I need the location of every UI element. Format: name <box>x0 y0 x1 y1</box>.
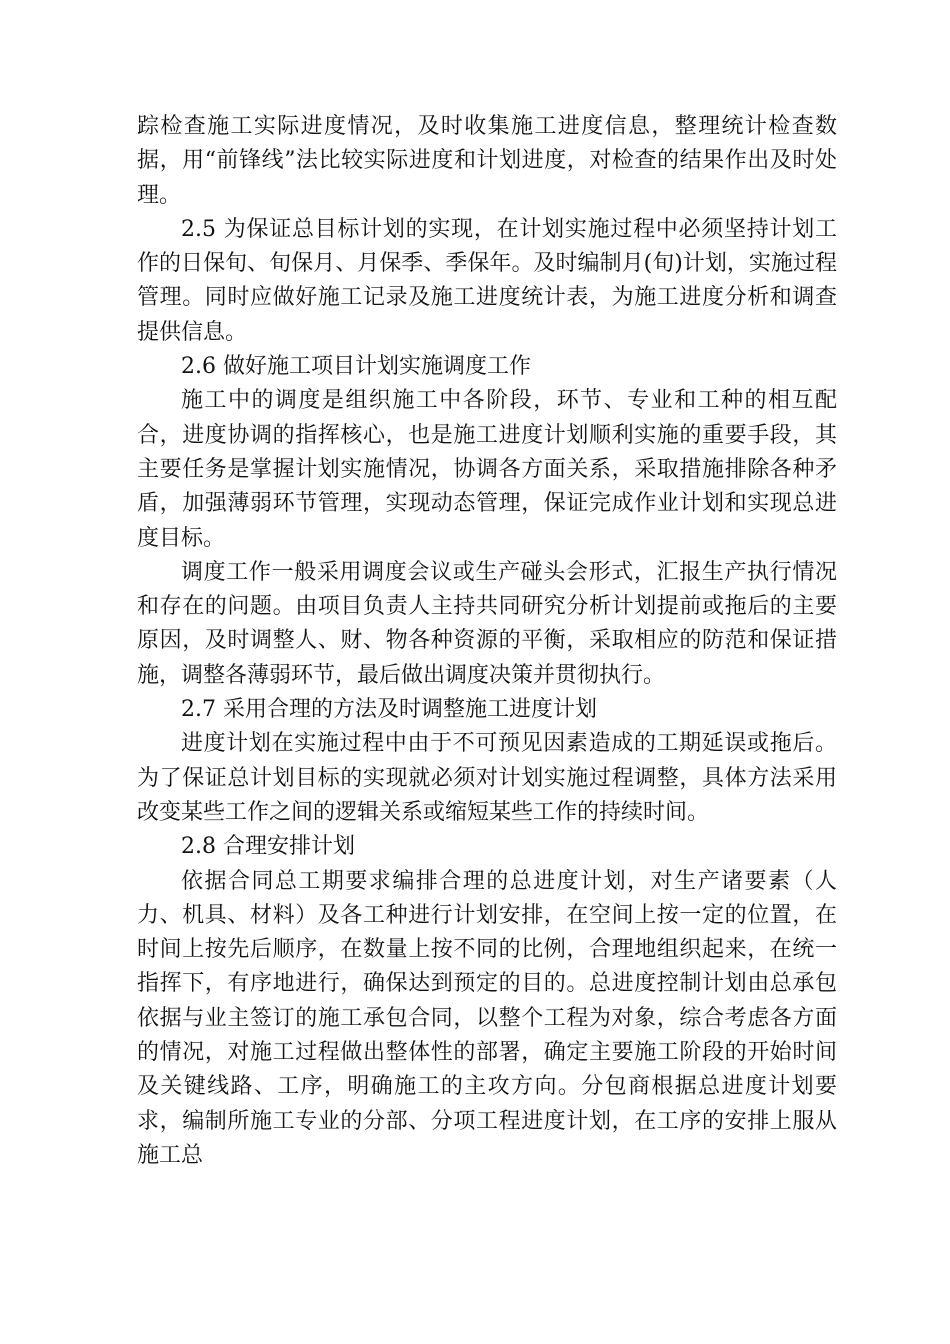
paragraph-dispatch-intro: 施工中的调度是组织施工中各阶段，环节、专业和工种的相互配合，进度协调的指挥核心，也是施工进度计划顺利实施的重要手段，其主要任务是掌握计划实施情况，协调各方面关系，采取措施排除各种矛盾，加强薄弱环节管理，实现动态管理，保证完成作业计划和实现总进度目标。 <box>137 388 837 551</box>
paragraph-dispatch-meeting: 调度工作一般采用调度会议或生产碰头会形式，汇报生产执行情况和存在的问题。由项目负责人主持共同研究分析计划提前或拖后的主要原因，及时调整人、财、物各种资源的平衡，采取相应的防范和保证措施，调整各薄弱环节，最后做出调度决策并贯彻执行。 <box>137 559 837 688</box>
document-body <box>137 110 837 1173</box>
paragraph-2-5: 2.5 为保证总目标计划的实现，在计划实施过程中必须坚持计划工作的日保旬、旬保月、月保季、季保年。及时编制月(旬)计划，实施过程管理。同时应做好施工记录及施工进度统计表，为施工进度分析和调查提供信息。 <box>137 216 837 345</box>
section-heading-2-8: 2.8 合理安排计划 <box>181 834 355 860</box>
paragraph-adjust-plan: 进度计划在实施过程中由于不可预见因素造成的工期延误或拖后。为了保证总计划目标的实现就必须对计划实施过程调整，具体方法采用改变某些工作之间的逻辑关系或缩短某些工作的持续时间。 <box>137 731 837 825</box>
paragraph-arrange-plan: 依据合同总工期要求编排合理的总进度计划，对生产诸要素（人力、机具、材料）及各工种进行计划安排，在空间上按一定的位置，在时间上按先后顺序，在数量上按不同的比例，合理地组织起来，在统一指挥下，有序地进行，确保达到预定的目的。总进度控制计划由总承包依据与业主签订的施工承包合同，以整个工程为对象，综合考虑各方面的情况，对施工过程做出整体性的部署，确定主要施工阶段的开始时间及关键线路、工序，明确施工的主攻方向。分包商根据总进度计划要求，编制所施工专业的分部、分项工程进度计划，在工序的安排上服从施工总 <box>137 868 837 1168</box>
paragraph-continuation: 踪检查施工实际进度情况，及时收集施工进度信息，整理统计检查数据，用“前锋线”法比较实际进度和计划进度，对检查的结果作出及时处理。 <box>137 114 837 208</box>
section-heading-2-7: 2.7 采用合理的方法及时调整施工进度计划 <box>181 697 597 723</box>
section-heading-2-6: 2.6 做好施工项目计划实施调度工作 <box>181 354 531 380</box>
